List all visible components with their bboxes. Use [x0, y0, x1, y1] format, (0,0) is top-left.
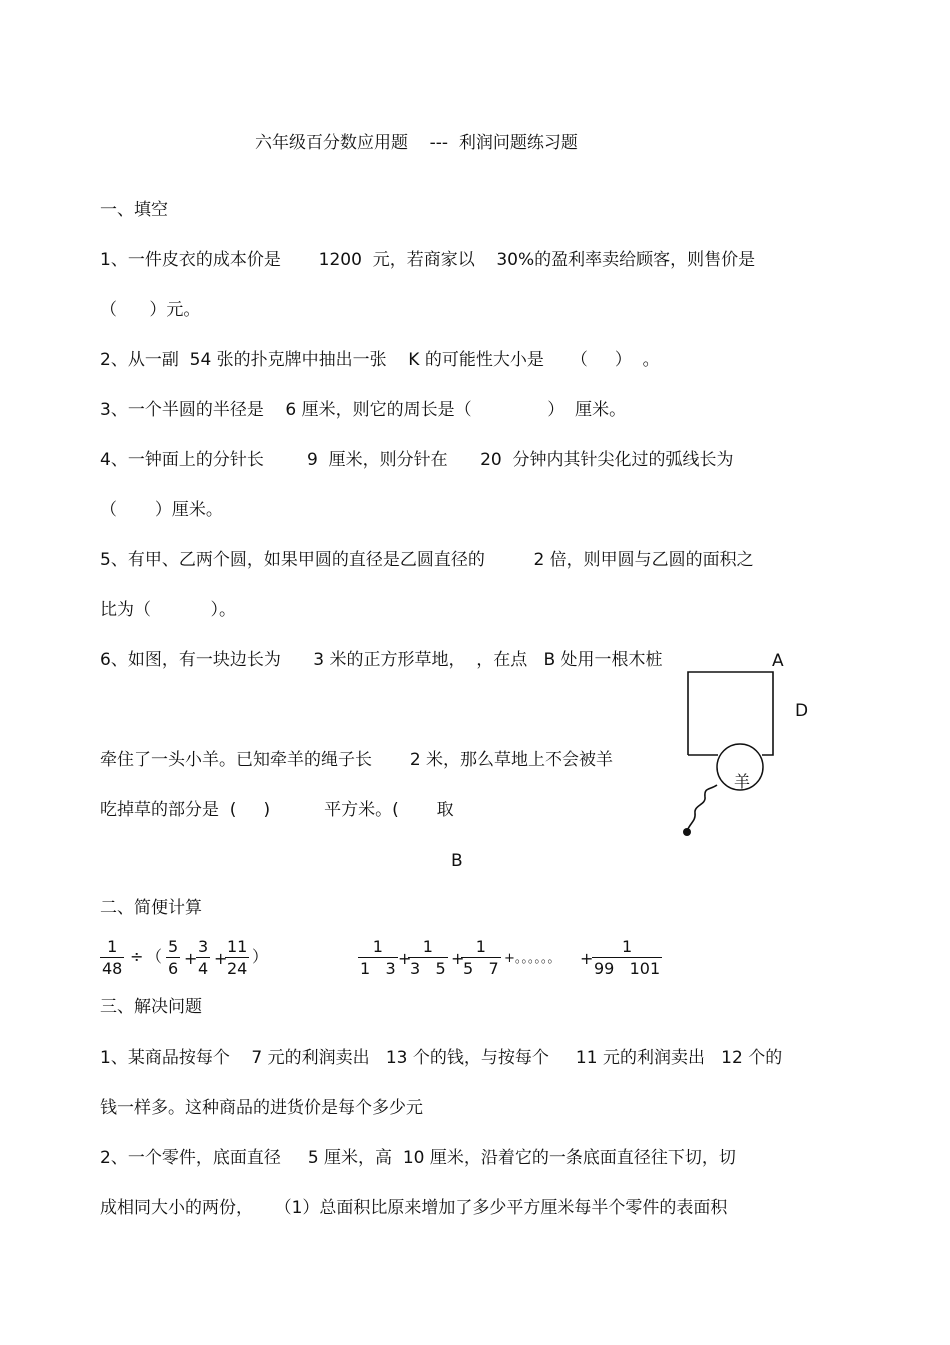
expr2-t3-numerator: 1	[475, 937, 486, 956]
solve-question-1-line-2: 钱一样多。这种商品的进货价是每个多少元	[100, 1098, 423, 1118]
fraction-bar	[100, 957, 124, 958]
question-2: 2、从一副 54 张的扑克牌中抽出一张 K 的可能性大小是 （ ） 。	[100, 350, 660, 370]
expr1-f4-denominator: 24	[227, 959, 248, 978]
expr1-f1-numerator: 1	[107, 937, 118, 956]
stake-point	[683, 828, 691, 836]
question-5-line-1: 5、有甲、乙两个圆，如果甲圆的直径是乙圆直径的 2 倍，则甲圆与乙圆的面积之	[100, 550, 754, 570]
expr1-f2-denominator: 6	[168, 959, 179, 978]
rope-line	[687, 785, 717, 831]
expr2-t1-numerator: 1	[372, 937, 383, 956]
section-header-solve: 三、解决问题	[100, 997, 202, 1017]
expr1-f1-denominator: 48	[102, 959, 123, 978]
question-5-line-2: 比为（ ）。	[100, 600, 236, 620]
expr1-fraction-1	[100, 938, 124, 978]
question-4-line-2: （ ）厘米。	[100, 500, 223, 520]
question-6-line-1: 6、如图，有一块边长为 3 米的正方形草地， ，在点 B 处用一根木桩	[100, 650, 663, 670]
solve-question-1-line-1: 1、某商品按每个 7 元的利润卖出 13 个的钱，与按每个 11 元的利润卖出 12 个的	[100, 1048, 783, 1068]
expr1-f4-numerator: 11	[227, 937, 248, 956]
square-lawn-figure	[670, 645, 790, 845]
question-4-line-1: 4、一钟面上的分针长 9 厘米，则分针在 20 分钟内其针尖化过的弧线长为	[100, 450, 734, 470]
divide-sign: ÷	[130, 947, 144, 966]
expr1-fraction-3	[196, 938, 210, 978]
fraction-bar	[592, 957, 662, 958]
expr2-term-3	[461, 938, 501, 978]
plus-sign: +	[214, 949, 228, 968]
figure-label-b: B	[451, 851, 463, 871]
sheep-label: 羊	[734, 772, 751, 791]
expr2-t2-numerator: 1	[422, 937, 433, 956]
square-lawn-outline	[688, 672, 773, 755]
page-title: 六年级百分数应用题 --- 利润问题练习题	[255, 133, 578, 153]
question-1-line-1: 1、一件皮衣的成本价是 1200 元，若商家以 30%的盈利率卖给顾客，则售价是	[100, 250, 756, 270]
expr1-f2-numerator: 5	[168, 937, 179, 956]
question-6-line-2: 牵住了一头小羊。已知牵羊的绳子长 2 米，那么草地上不会被羊	[100, 750, 614, 770]
fraction-bar	[225, 957, 249, 958]
expr1-fraction-4	[225, 938, 249, 978]
plus-sign: +	[580, 949, 594, 968]
expr2-term-2	[408, 938, 448, 978]
expr1-f3-denominator: 4	[198, 959, 209, 978]
expr2-t1-denominator: 1 3	[360, 959, 396, 978]
plus-sign: +	[451, 949, 465, 968]
fraction-bar	[166, 957, 180, 958]
figure-label-a: A	[772, 651, 784, 671]
fraction-bar	[196, 957, 210, 958]
expr2-t4-numerator: 1	[621, 937, 633, 956]
plus-sign: +	[184, 949, 198, 968]
expr2-term-last	[592, 938, 662, 978]
expr2-t4-denominator: 99 101	[594, 959, 661, 978]
expr2-t3-denominator: 5 7	[463, 959, 499, 978]
expr2-term-1	[358, 938, 398, 978]
fraction-bar	[408, 957, 448, 958]
expr1-f3-numerator: 3	[198, 937, 209, 956]
solve-question-2-line-2: 成相同大小的两份， （1）总面积比原来增加了多少平方厘米每半个零件的表面积	[100, 1198, 728, 1218]
expr1-fraction-2	[166, 938, 180, 978]
plus-sign: +	[398, 949, 412, 968]
left-paren: （	[146, 947, 163, 966]
section-header-simplify: 二、简便计算	[100, 898, 202, 918]
fraction-bar	[461, 957, 501, 958]
series-ellipsis: +。。。。。。	[504, 951, 561, 966]
fraction-bar	[358, 957, 398, 958]
question-3: 3、一个半圆的半径是 6 厘米，则它的周长是（ ） 厘米。	[100, 400, 627, 420]
question-6-line-3: 吃掉草的部分是 ( ) 平方米。( 取	[100, 800, 454, 820]
expr2-t2-denominator: 3 5	[410, 959, 446, 978]
solve-question-2-line-1: 2、一个零件，底面直径 5 厘米，高 10 厘米，沿着它的一条底面直径往下切，切	[100, 1148, 736, 1168]
figure-label-d: D	[795, 701, 809, 721]
right-paren: ）	[252, 947, 269, 966]
section-header-fill: 一、填空	[100, 200, 168, 220]
question-1-line-2: （ ）元。	[100, 300, 201, 320]
